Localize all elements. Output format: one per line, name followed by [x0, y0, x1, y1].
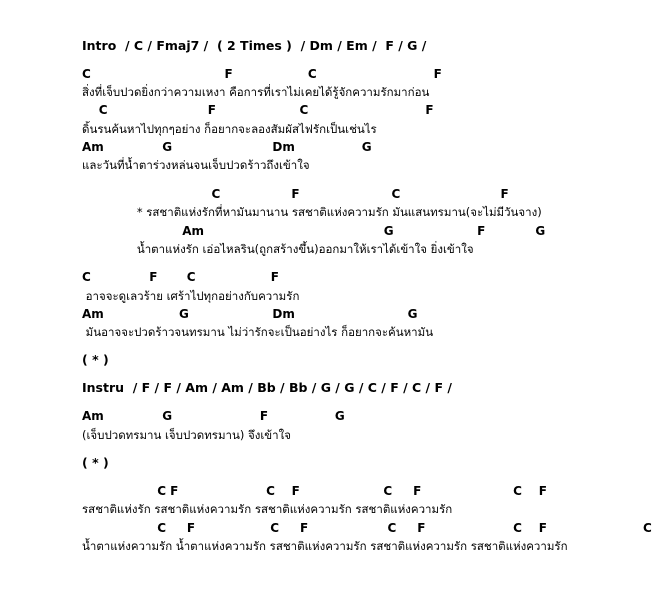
chord-line: Am G F G [82, 409, 345, 423]
chord-line: Am G F G [82, 224, 546, 238]
chord-line: Am G Dm G [82, 307, 418, 321]
lyric-line: รสชาติแห่งรัก รสชาติแห่งความรัก รสชาติแห่งความรัก รสชาติแห่งความรัก [82, 502, 453, 516]
chord-line: C F C F [82, 270, 279, 284]
intro-line: Intro / C / Fmaj7 / ( 2 Times ) / Dm / Em / F / G / [82, 38, 427, 53]
chord-line: C F C F [82, 187, 509, 201]
repeat-marker: ( * ) [82, 455, 109, 470]
lyric-line: * รสชาติแห่งรักที่หามันมานาน รสชาติแห่งความรัก มันแสนทรมาน(จะไม่มีวันจาง) [82, 205, 542, 219]
instrumental-line: Instru / F / F / Am / Am / Bb / Bb / G / G / C / F / C / F / [82, 380, 452, 395]
lyric-line: อาจจะดูเลวร้าย เศร้าไปทุกอย่างกับความรัก [82, 289, 300, 303]
chord-line: C F C F [82, 103, 434, 117]
lyric-line: ดิ้นรนค้นหาไปทุกๆอย่าง ก็อยากจะลองสัมผัสไฟรักเป็นเช่นไร [82, 122, 377, 136]
lyric-line: และวันที่น้ำตาร่วงหล่นจนเจ็บปวดร้าวถึงเข้าใจ [82, 158, 310, 172]
lyric-line: น้ำตาแห่งรัก เอ่อไหลริน(ถูกสร้างขึ้น)ออกมาให้เราได้เข้าใจ ยิ่งเข้าใจ [82, 242, 474, 256]
lyric-line: น้ำตาแห่งความรัก น้ำตาแห่งความรัก รสชาติแห่งความรัก รสชาติแห่งความรัก รสชาติแห่งความรัก [82, 539, 568, 553]
chord-line: C F C F [82, 67, 442, 81]
lyric-line: สิ่งที่เจ็บปวดยิ่งกว่าความเหงา คือการที่เราไม่เคยได้รู้จักความรักมาก่อน [82, 85, 430, 99]
chord-line: Am G Dm G [82, 140, 372, 154]
repeat-marker: ( * ) [82, 352, 109, 367]
lyric-line: มันอาจจะปวดร้าวจนทรมาน ไม่ว่ารักจะเป็นอย่างไร ก็อยากจะค้นหามัน [82, 325, 434, 339]
chord-line: C F C F C F C F [82, 484, 547, 498]
chord-line: C F C F C F C F C [82, 521, 652, 535]
lyric-line: (เจ็บปวดทรมาน เจ็บปวดทรมาน) จึงเข้าใจ [82, 428, 291, 442]
